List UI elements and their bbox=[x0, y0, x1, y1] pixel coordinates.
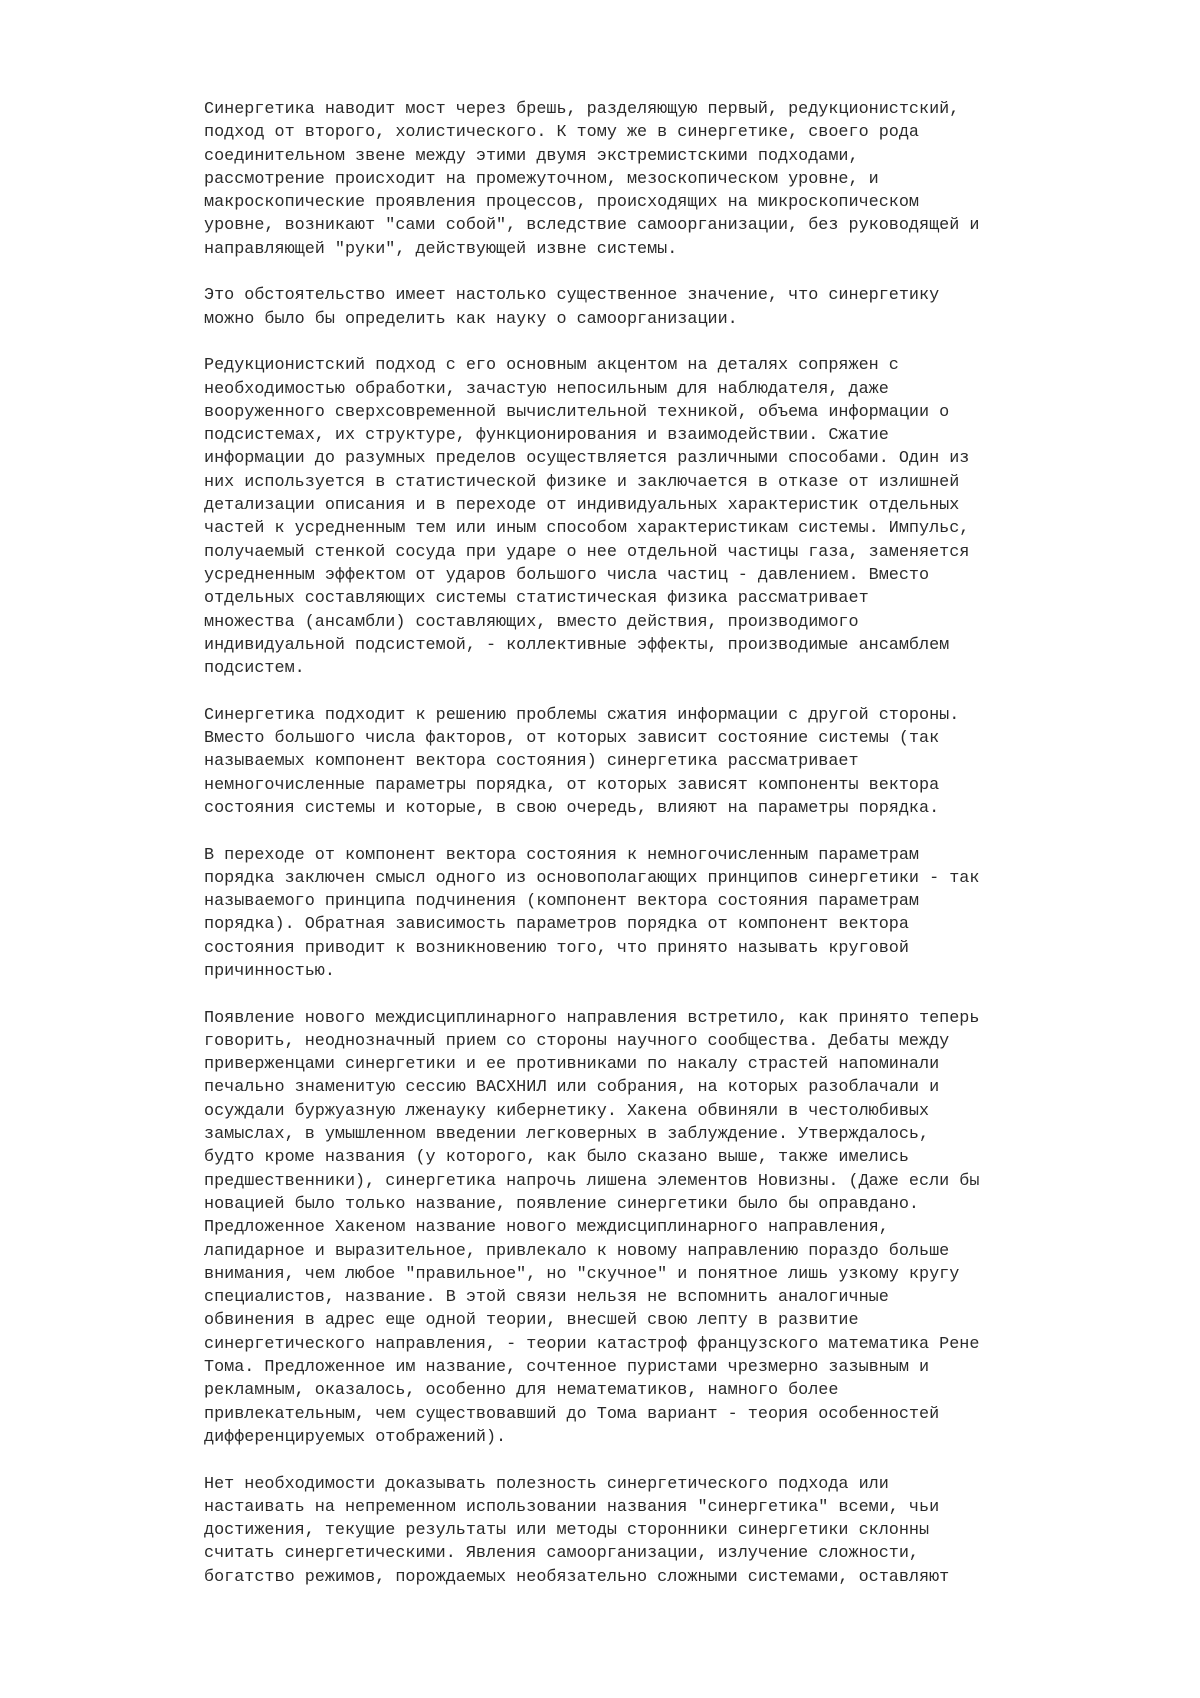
text-line: специалистов, название. В этой связи нельзя не вспомнить аналогичные bbox=[204, 1288, 889, 1308]
text-line: считать синергетическими. Явления самоорганизации, излучение сложности, bbox=[204, 1544, 919, 1564]
paragraph-synergetics-bridge bbox=[204, 98, 1164, 261]
text-line: лапидарное и выразительное, привлекало к новому направлению пораздо больше bbox=[204, 1241, 950, 1261]
text-line: порядка). Обратная зависимость параметров порядка от компонент вектора bbox=[204, 915, 909, 935]
paragraph-slaving-principle bbox=[204, 844, 1164, 984]
text-line: внимания, чем любое "правильное", но "скучное" и понятное лишь узкому кругу bbox=[204, 1264, 960, 1284]
text-line: обвинения в адрес еще одной теории, внесшей свою лепту в развитие bbox=[204, 1311, 859, 1331]
text-line: Нет необходимости доказывать полезность синергетического подхода или bbox=[204, 1474, 889, 1494]
text-line: Это обстоятельство имеет настолько существенное значение, что синергетику bbox=[204, 286, 940, 306]
text-line: богатство режимов, порождаемых необязательно сложными системами, оставляют bbox=[204, 1567, 950, 1587]
text-line: состояния приводит к возникновению того, что принято называть круговой bbox=[204, 938, 909, 958]
text-line: осуждали буржуазную лженауку кибернетику. Хакена обвиняли в честолюбивых bbox=[204, 1101, 930, 1121]
paragraph-self-organization-science bbox=[204, 284, 1164, 331]
text-line: рекламным, оказалось, особенно для нематематиков, намного более bbox=[204, 1381, 839, 1401]
text-line: Синергетика наводит мост через брешь, разделяющую первый, редукционистский, bbox=[204, 100, 960, 119]
text-line: говорить, неоднозначный прием со стороны научного сообщества. Дебаты между bbox=[204, 1031, 950, 1051]
text-line: приверженцами синергетики и ее противниками по накалу страстей напоминали bbox=[204, 1055, 940, 1075]
text-line: предшественники), синергетика напрочь лишена элементов Новизны. (Даже если бы bbox=[204, 1171, 980, 1191]
text-line: печально знаменитую сессию ВАСХНИЛ или собрания, на которых разоблачали и bbox=[204, 1078, 940, 1098]
document-body bbox=[204, 98, 1164, 1612]
text-line: подсистем. bbox=[204, 659, 305, 679]
text-line: Вместо большого числа факторов, от которых зависит состояние системы (так bbox=[204, 729, 940, 749]
text-line: отдельных составляющих системы статистическая физика рассматривает bbox=[204, 589, 869, 609]
text-line: них используется в статистической физике и заключается в отказе от излишней bbox=[204, 472, 960, 492]
text-line: вооруженного сверхсовременной вычислительной техникой, объема информации о bbox=[204, 402, 950, 422]
text-line: индивидуальной подсистемой, - коллективные эффекты, производимые ансамблем bbox=[204, 635, 950, 655]
text-line: причинностью. bbox=[204, 961, 335, 981]
text-line: получаемый стенкой сосуда при ударе о нее отдельной частицы газа, заменяется bbox=[204, 542, 970, 562]
text-line: синергетического направления, - теории катастроф французского математика Рене bbox=[204, 1334, 980, 1354]
text-line: направляющей "руки", действующей извне системы. bbox=[204, 239, 678, 259]
text-line: уровне, возникают "сами собой", вследствие самоорганизации, без руководящей и bbox=[204, 216, 980, 236]
text-line: подход от второго, холистического. К тому же в синергетике, своего рода bbox=[204, 123, 919, 143]
paragraph-reception-debate bbox=[204, 1007, 1164, 1450]
text-line: рассмотрение происходит на промежуточном, мезоскопическом уровне, и bbox=[204, 169, 879, 189]
text-line: Тома. Предложенное им название, сочтенное пуристами чрезмерно зазывным и bbox=[204, 1358, 930, 1378]
paragraph-reductionist-approach bbox=[204, 354, 1164, 680]
text-line: частей к усредненным тем или иным способом характеристикам системы. Импульс, bbox=[204, 519, 970, 539]
paragraph-usefulness bbox=[204, 1473, 1164, 1589]
text-line: немногочисленные параметры порядка, от которых зависят компоненты вектора bbox=[204, 775, 940, 795]
text-line: дифференцируемых отображений). bbox=[204, 1427, 507, 1447]
text-line: макроскопические проявления процессов, происходящих на микроскопическом bbox=[204, 193, 919, 213]
text-line: информации до разумных пределов осуществляется различными способами. Один из bbox=[204, 449, 970, 469]
text-line: можно было бы определить как науку о самоорганизации. bbox=[204, 309, 738, 329]
text-line: будто кроме названия (у которого, как было сказано выше, также имелись bbox=[204, 1148, 909, 1168]
text-line: настаивать на непременном использовании названия "синергетика" всеми, чьи bbox=[204, 1497, 940, 1517]
text-line: подсистемах, их структуре, функционирования и взаимодействии. Сжатие bbox=[204, 426, 889, 446]
text-line: новацией было только название, появление синергетики было бы оправдано. bbox=[204, 1194, 919, 1214]
text-line: замыслах, в умышленном введении легковерных в заблуждение. Утверждалось, bbox=[204, 1125, 930, 1145]
text-line: называемого принципа подчинения (компонент вектора состояния параметрам bbox=[204, 892, 919, 912]
text-line: детализации описания и в переходе от индивидуальных характеристик отдельных bbox=[204, 496, 960, 516]
text-line: Синергетика подходит к решению проблемы сжатия информации с другой стороны. bbox=[204, 705, 960, 725]
paragraph-order-parameters bbox=[204, 704, 1164, 820]
text-line: соединительном звене между этими двумя экстремистскими подходами, bbox=[204, 146, 859, 166]
text-line: необходимостью обработки, зачастую непосильным для наблюдателя, даже bbox=[204, 379, 889, 399]
text-line: достижения, текущие результаты или методы сторонники синергетики склонны bbox=[204, 1521, 930, 1541]
text-line: Появление нового междисциплинарного направления встретило, как принято теперь bbox=[204, 1008, 980, 1028]
text-line: состояния системы и которые, в свою очередь, влияют на параметры порядка. bbox=[204, 798, 940, 818]
text-line: множества (ансамбли) составляющих, вместо действия, производимого bbox=[204, 612, 859, 632]
text-line: привлекательным, чем существовавший до Тома вариант - теория особенностей bbox=[204, 1404, 940, 1424]
text-line: порядка заключен смысл одного из основополагающих принципов синергетики - так bbox=[204, 868, 980, 888]
text-line: называемых компонент вектора состояния) синергетика рассматривает bbox=[204, 752, 859, 772]
text-line: усредненным эффектом от ударов большого числа частиц - давлением. Вместо bbox=[204, 565, 930, 585]
text-line: В переходе от компонент вектора состояния к немногочисленным параметрам bbox=[204, 845, 919, 865]
text-line: Предложенное Хакеном название нового междисциплинарного направления, bbox=[204, 1218, 889, 1238]
text-line: Редукционистский подход с его основным акцентом на деталях сопряжен с bbox=[204, 356, 899, 376]
